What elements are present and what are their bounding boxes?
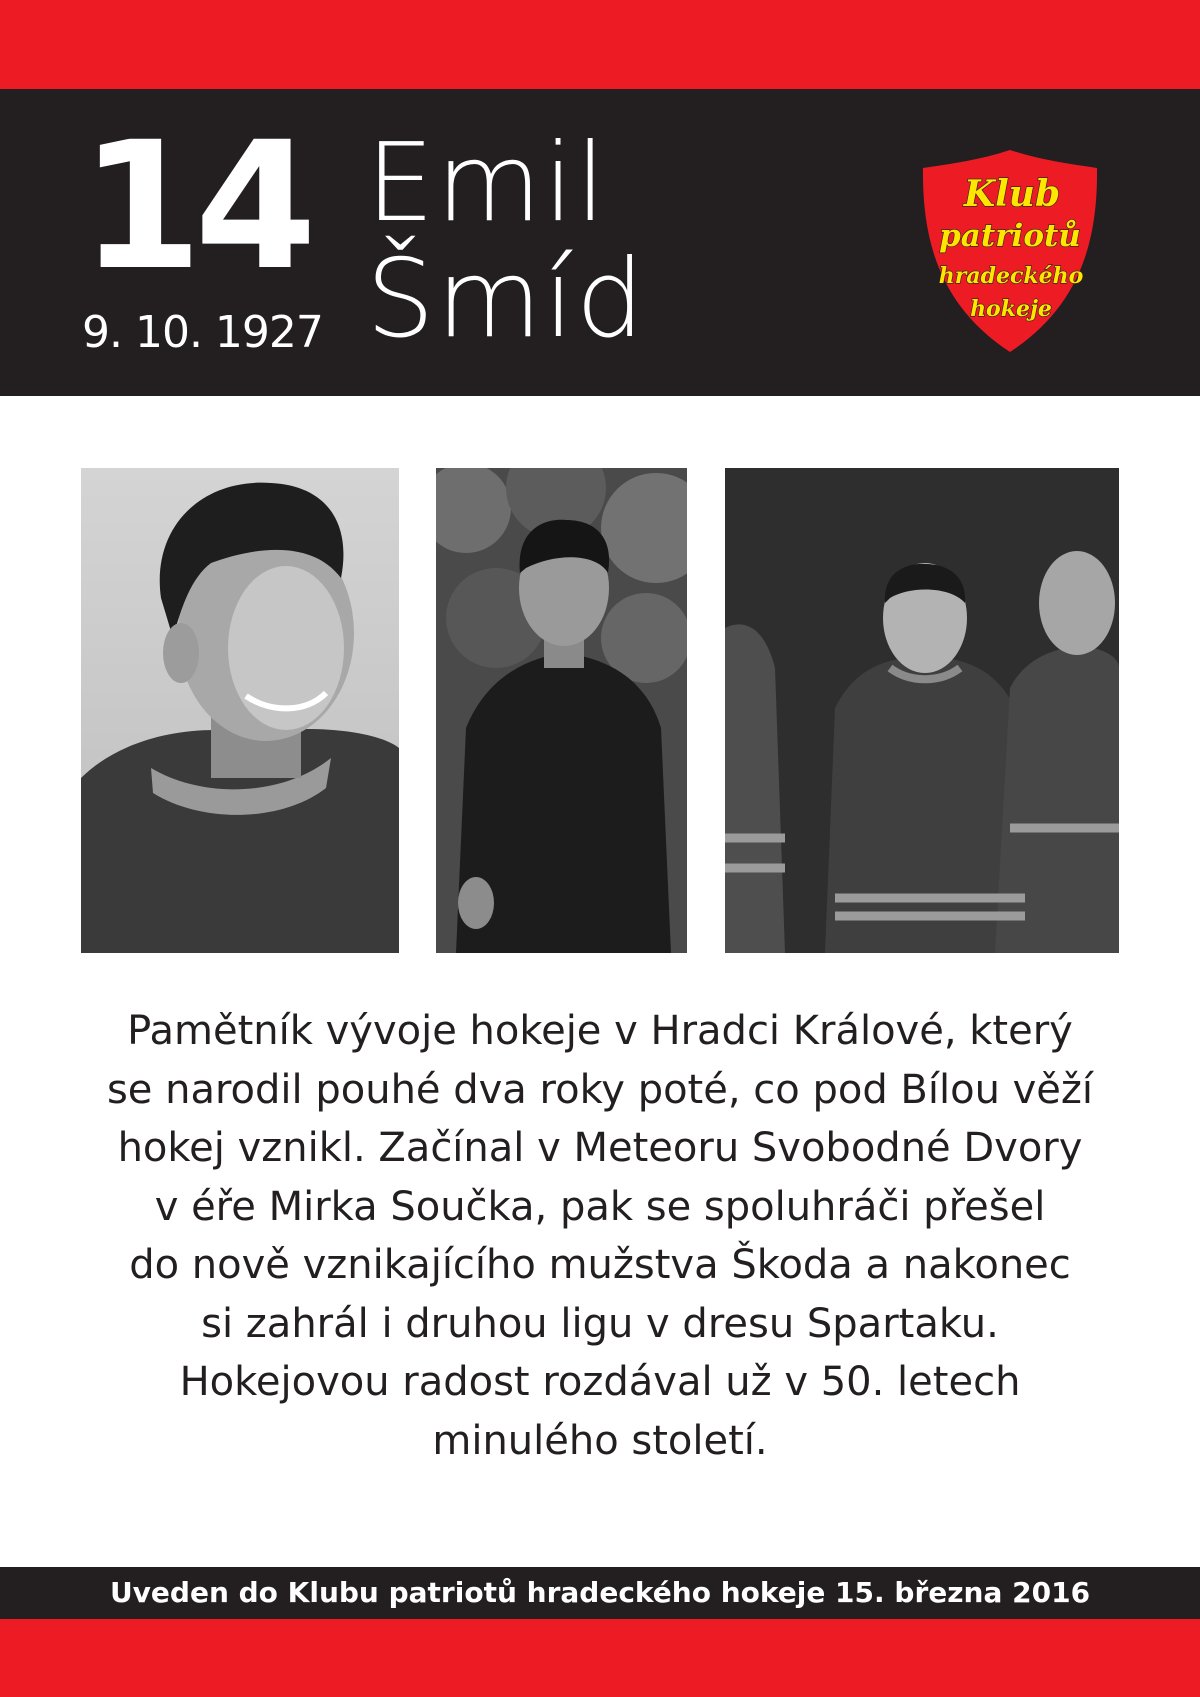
bio-line: hokej vznikl. Začínal v Meteoru Svobodné Dvory <box>117 1125 1083 1171</box>
last-name: Šmíd <box>366 237 647 362</box>
first-name: Emil <box>366 121 608 246</box>
bio-line: do nově vznikajícího mužstva Škoda a nakonec <box>129 1242 1071 1288</box>
bio-line: v éře Mirka Součka, pak se spoluhráči přešel <box>154 1183 1046 1230</box>
header-band <box>0 89 1200 396</box>
photo-outdoor <box>436 468 687 953</box>
photo-portrait <box>81 468 399 953</box>
shield-icon <box>920 146 1100 356</box>
bio-line: se narodil pouhé dva roky poté, co pod Bílou věží <box>106 1066 1094 1113</box>
photo-team <box>725 468 1119 953</box>
top-red-band <box>0 0 1200 89</box>
bio-line: minulého století. <box>432 1417 768 1464</box>
logo-text-hradeckeho: hradeckého <box>938 263 1084 289</box>
bottom-red-band <box>0 1619 1200 1697</box>
logo-text-hokeje: hokeje <box>970 296 1052 322</box>
bio-line: si zahrál i druhou ligu v dresu Spartaku. <box>201 1300 999 1347</box>
player-number: 14 <box>80 104 309 309</box>
bio-line: Pamětník vývoje hokeje v Hradci Králové, který <box>127 1008 1073 1054</box>
biography-text <box>60 1002 1140 1470</box>
birth-date: 9. 10. 1927 <box>82 307 323 358</box>
bio-line: Hokejovou radost rozdával už v 50. letech <box>179 1359 1021 1405</box>
logo-text-patriotu: patriotů <box>939 218 1081 254</box>
induction-footer: Uveden do Klubu patriotů hradeckého hokeje 15. března 2016 <box>0 1567 1200 1619</box>
logo-text-klub: Klub <box>963 173 1061 215</box>
club-logo <box>920 146 1100 356</box>
